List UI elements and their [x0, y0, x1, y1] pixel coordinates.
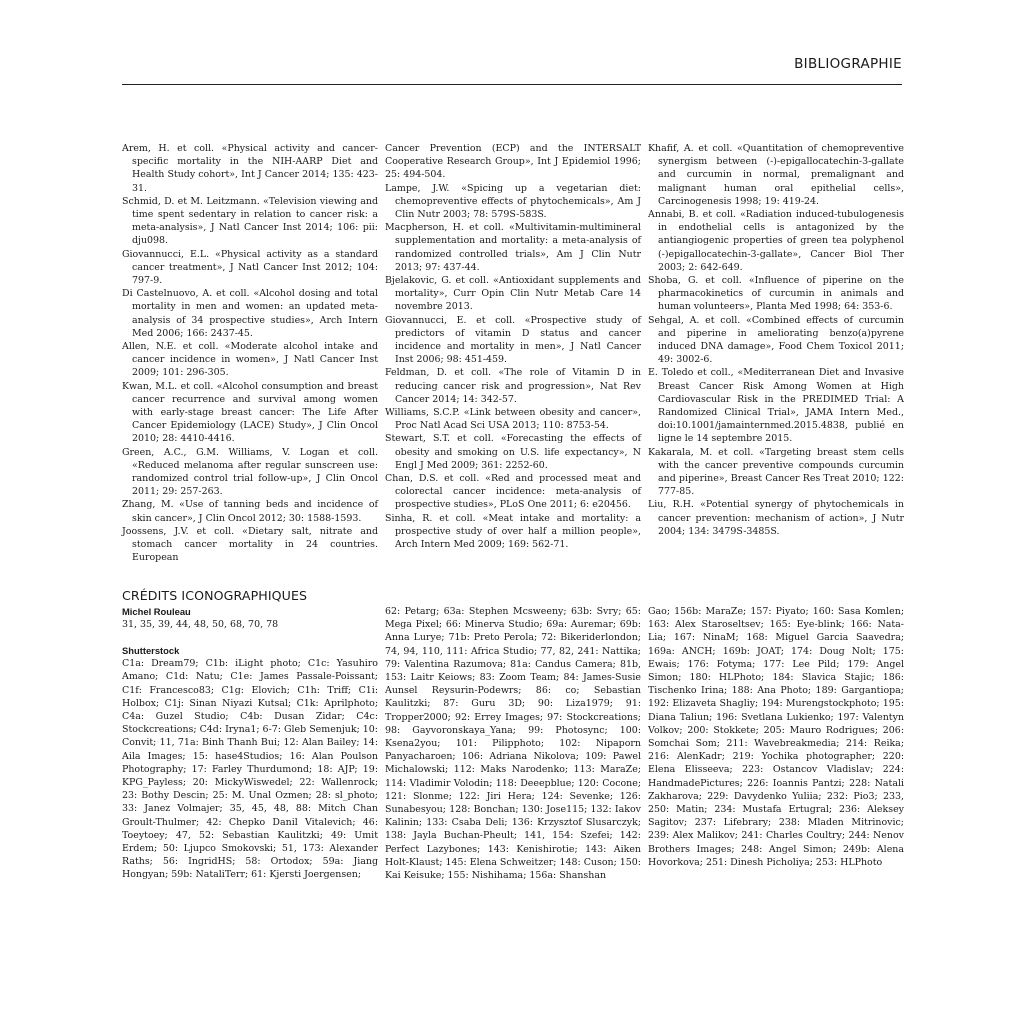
credit-heading-shutterstock: Shutterstock — [122, 645, 180, 657]
bibliography-entry: Chan, D.S. et coll. «Red and processed meat and colorectal cancer incidence: meta-analysis of prospective studies», PLoS One 2011; 6: e20456. — [385, 473, 641, 511]
bibliography-entry: Di Castelnuovo, A. et coll. «Alcohol dosing and total mortality in men and women: an updated meta-analysis of 34 prospective studies», Arch Intern Med 2006; 166: 2437-45. — [122, 288, 378, 339]
bibliography-entry: Khafif, A. et coll. «Quantitation of chemopreventive synergism between (-)-epigallocatechin-3-gallate and curcumin in normal, premalignant and malignant human oral epithelial cells», Carcinogenesis 1998; 19: 419-24. — [648, 143, 904, 207]
bibliography-entry: Kwan, M.L. et coll. «Alcohol consumption and breast cancer recurrence and survival among women with early-stage breast cancer: The Life After Cancer Epidemiology (LACE) Study», J Clin Oncol 2010; 28: 4410-4416. — [122, 380, 378, 445]
bibliography-entry: Bjelakovic, G. et coll. «Antioxidant supplements and mortality», Curr Opin Clin Nutr Metab Care 14 novembre 2013. — [385, 275, 641, 313]
credit-rouleau-pages: 31, 35, 39, 44, 48, 50, 68, 70, 78 — [122, 619, 279, 630]
bibliography-entry: Green, A.C., G.M. Williams, V. Logan et coll. «Reduced melanoma after regular sunscreen use: randomized control trial follow-up», J Clin Oncol 2011; 29: 257-263. — [122, 446, 378, 498]
bibliography-entry: Liu, R.H. «Potential synergy of phytochemicals in cancer prevention: mechanism of action», J Nutr 2004; 134: 3479S-3485S. — [648, 499, 904, 537]
bibliography-entry: Giovannucci, E. et coll. «Prospective study of predictors of vitamin D status and cancer incidence and mortality in men», J Natl Cancer Inst 2006; 98: 451-459. — [385, 314, 641, 366]
running-title: BIBLIOGRAPHIE — [794, 56, 902, 72]
bibliography-entry: Feldman, D. et coll. «The role of Vitamin D in reducing cancer risk and progression», Nat Rev Cancer 2014; 14: 342-57. — [385, 367, 641, 405]
credits-title: CRÉDITS ICONOGRAPHIQUES — [122, 588, 308, 603]
credits-column-2 — [385, 605, 641, 882]
bibliography-entry: E. Toledo et coll., «Mediterranean Diet and Invasive Breast Cancer Risk Among Women at High Cardiovascular Risk in the PREDIMED Trial: A Randomized Clinical Trial», JAMA Intern Med., doi:10.1001/jamainternmed.2015.4838, publié en ligne le 14 septembre 2015. — [648, 367, 904, 445]
bibliography-entry: Allen, N.E. et coll. «Moderate alcohol intake and cancer incidence in women», J Natl Cancer Inst 2009; 101: 296-305. — [122, 341, 378, 379]
bibliography-entry: Sinha, R. et coll. «Meat intake and mortality: a prospective study of over half a million people», Arch Intern Med 2009; 169: 562-71. — [385, 512, 641, 551]
bibliography-entry: Lampe, J.W. «Spicing up a vegetarian diet: chemopreventive effects of phytochemicals», Am J Clin Nutr 2003; 78: 579S-583S. — [385, 182, 641, 221]
bibliography-entry: Williams, S.C.P. «Link between obesity and cancer», Proc Natl Acad Sci USA 2013; 110: 8753-54. — [385, 407, 641, 432]
bibliography-entry: Joossens, J.V. et coll. «Dietary salt, nitrate and stomach cancer mortality in 24 countries. European — [122, 525, 378, 564]
credit-text-part-3: Gao; 156b: MaraZe; 157: Piyato; 160: Sasa Komlen; 163: Alex Staroseltsev; 165: Eye-blink; 166: Nata-Lia; 167: NinaM; 168: Miguel Garcia Saavedra; 169a: ANCH; 169b: JOAT; 174: Doug Nolt; 175: Ewais; 176: Fotyma; 177: Lee Pild; 179: Angel Simon; 180: HLPhoto; 184: Slavica Stajic; 186: Tischenko Irina; 188: Ana Photo; 189: Gargantiopa; 192: Elizaveta Shagliy; 194: Murengstockphoto; 195: Diana Taliun; 196: Svetlana Lukienko; 197: Valentyn Volkov; 200: Stokkete; 205: Mauro Rodrigues; 206: Somchai Som; 211: Wavebreakmedia; 214: Reika; 216: AlenKadr; 219: Yochika photographer; 220: Elena Elisseeva; 223: Ostancov Vladislav; 224: HandmadePictures; 226: Ioannis Pantzi; 228: Natali Zakharova; 229: Davydenko Yuliia; 232: Pio3; 233, 250: Matin; 234: Mustafa Ertugral; 236: Aleksey Sagitov; 237: Lifebrary; 238: Mladen Mitrinovic; 239: Alex Malikov; 241: Charles Coultry; 244: Nenov Brothers Images; 248: Angel Simon; 249b: Alena Hovorkova; 251: Dinesh Picholiya; 253: HLPhoto — [648, 606, 904, 868]
bibliography-entry: Kakarala, M. et coll. «Targeting breast stem cells with the cancer preventive compounds curcumin and piperine», Breast Cancer Res Treat 2010; 122: 777-85. — [648, 446, 904, 498]
credit-text-part-2: 62: Petarg; 63a: Stephen Mcsweeny; 63b: Svry; 65: Mega Pixel; 66: Minerva Studio; 69a: Auremar; 69b: Anna Lurye; 71b: Preto Perola; 72: Bikeriderlondon; 74, 94, 110, 111: Africa Studio; 77, 82, 241: Nattika; 79: Valentina Razumova; 81a: Candus Camera; 81b, 153: Laitr Keiows; 83: Zoom Team; 84: James-Susie Aunsel Reysurin-Podewrs; 86: co; Sebastian Kaulitzki; 87: Guru 3D; 90: Liza1979; 91: Tropper2000; 92: Errey Images; 97: Stockcreations; 98: Gayvoronskaya_Yana; 99: Photosync; 100: Ksena2you; 101: Pilipphoto; 102: Nipaporn Panyacharoen; 106: Adriana Nikolova; 109: Pawel Michalowski; 112: Maks Narodenko; 113: MaraZe; 114: Vladimir Volodin; 118: Deeepblue; 120: Cocone; 121: Slonme; 122: Jiri Hera; 124: Sevenke; 126: Sunabesyou; 128: Bonchan; 130: Jose115; 132: Iakov Kalinin; 133: Csaba Deli; 136: Krzysztof Slusarczyk; 138: Jayla Buchan-Pheult; 141, 154: Szefei; 142: Perfect Lazybones; 143: Kenishirotie; 143: Aiken Holt-Klaust; 145: Elena Schweitzer; 148: Cuson; 150: Kai Keisuke; 155: Nishihama; 156a: Shanshan — [385, 606, 641, 882]
bibliography-entry: Zhang, M. «Use of tanning beds and incidence of skin cancer», J Clin Oncol 2012; 30: 1588-1593. — [122, 499, 378, 524]
bibliography-entry: Sehgal, A. et coll. «Combined effects of curcumin and piperine in ameliorating benzo(a)pyrene induced DNA damage», Food Chem Toxicol 2011; 49: 3002-6. — [648, 314, 904, 366]
page-header — [122, 54, 902, 85]
bibliography-column-3 — [648, 142, 904, 538]
bibliography-column-2 — [385, 142, 641, 551]
bibliography-entry: Macpherson, H. et coll. «Multivitamin-multimineral supplementation and mortality: a meta-analysis of randomized controlled trials», Am J Clin Nutr 2013; 97: 437-44. — [385, 222, 641, 273]
bibliography-entry: Arem, H. et coll. «Physical activity and cancer-specific mortality in the NIH-AARP Diet and Health Study cohort», Int J Cancer 2014; 135: 423-31. — [122, 143, 378, 194]
credits-column-1 — [122, 605, 378, 882]
credit-text-part-1: C1a: Dream79; C1b: iLight photo; C1c: Yasuhiro Amano; C1d: Natu; C1e: James Passale-Poissant; C1f: Francesco83; C1g: Elovich; C1h: Triff; C1i: Holbox; C1j: Sinan Niyazi Kutsal; C1k: Aprilphoto; C4a: Guzel Studio; C4b: Dusan Zidar; C4c: Stockcreations; C4d: Iryna1; 6-7: Gleb Semenjuk; 10: Convit; 11, 71a: Binh Thanh Bui; 12: Alan Bailey; 14: Aila Images; 15: hase4Studios; 16: Alan Poulson Photography; 17: Farley Thurdumond; 18: AJP; 19: KPG_Payless; 20: MickyWiswedel; 22: Wallenrock; 23: Bothy Descin; 25: M. Unal Ozmen; 28: sl_photo; 33: Janez Volmajer; 35, 45, 48, 88: Mitch Chan Groult-Thulmer; 42: Chepko Danil Vitalevich; 46: Toeytoey; 47, 52: Sebastian Kaulitzki; 49: Umit Erdem; 50: Ljupco Smokovski; 51, 173: Alexander Raths; 56: IngridHS; 58: Ortodox; 59a: Jiang Hongyan; 59b: NataliTerr; 61: Kjersti Joergensen; — [122, 658, 378, 881]
bibliography-entry: Schmid, D. et M. Leitzmann. «Television viewing and time spent sedentary in relation to cancer risk: a meta-analysis», J Natl Cancer Inst 2014; 106: pii: dju098. — [122, 195, 378, 247]
bibliography-entry: Annabi, B. et coll. «Radiation induced-tubulogenesis in endothelial cells is antagonized by the antiangiogenic properties of green tea polyphenol (-)epigallocatechin-3-gallate», Cancer Biol Ther 2003; 2: 642-649. — [648, 209, 904, 273]
bibliography-column-1 — [122, 142, 378, 565]
bibliography-entry: Cancer Prevention (ECP) and the INTERSALT Cooperative Research Group», Int J Epidemiol 1996; 25: 494-504. — [385, 143, 641, 181]
credits-column-3 — [648, 605, 904, 869]
bibliography-entry: Giovannucci, E.L. «Physical activity as a standard cancer treatment», J Natl Cancer Inst 2012; 104: 797-9. — [122, 248, 378, 287]
bibliography-entry: Shoba, G. et coll. «Influence of piperine on the pharmacokinetics of curcumin in animals and human volunteers», Planta Med 1998; 64: 353-6. — [648, 275, 904, 313]
bibliography-entry: Stewart, S.T. et coll. «Forecasting the effects of obesity and smoking on U.S. life expectancy», N Engl J Med 2009; 361: 2252-60. — [385, 433, 641, 471]
credit-heading-rouleau: Michel Rouleau — [122, 606, 191, 617]
